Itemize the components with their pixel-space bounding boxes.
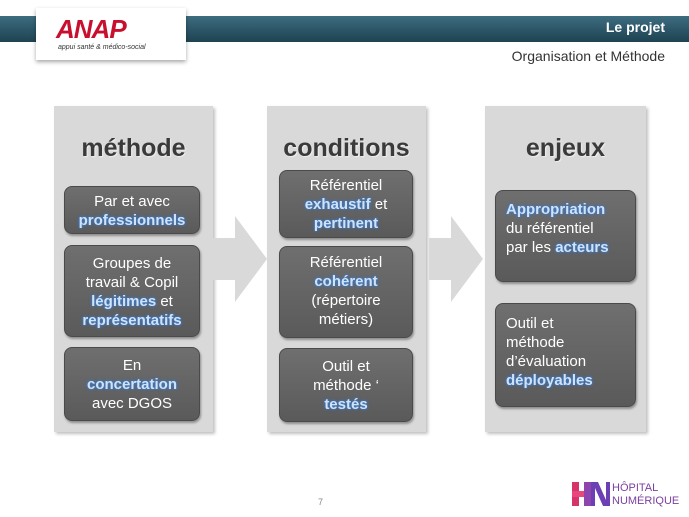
box-highlight: légitimes <box>91 293 157 310</box>
box-line-mixed <box>280 195 412 214</box>
box-line-mixed <box>65 292 199 311</box>
box-line: (répertoire <box>311 292 381 309</box>
anap-logo <box>36 8 186 60</box>
methode-box-2 <box>64 245 200 337</box>
box-line: d’évaluation <box>506 353 587 370</box>
enjeux-panel <box>485 106 646 432</box>
box-text: et <box>370 196 388 213</box>
panel-title-conditions: conditions <box>283 134 410 162</box>
box-line-mixed <box>506 238 635 257</box>
box-highlight: acteurs <box>555 239 609 256</box>
methode-box-3 <box>64 347 200 421</box>
box-line: Référentiel <box>309 177 383 194</box>
methode-panel <box>54 106 213 432</box>
arrow-right-icon <box>429 214 485 304</box>
slide-title: Le projet <box>605 19 665 35</box>
box-highlight: pertinent <box>313 215 379 232</box>
box-line: métiers) <box>318 311 374 328</box>
hn-emblem-icon <box>570 476 610 512</box>
conditions-box-2 <box>279 246 413 338</box>
anap-logo-tagline: appui santé & médico-social <box>58 44 146 51</box>
page-number: 7 <box>318 497 324 507</box>
box-line: Par et avec <box>94 193 170 210</box>
hopital-numerique-logo <box>570 476 680 512</box>
box-line: méthode <box>506 334 565 351</box>
box-line: En <box>122 357 142 374</box>
box-line: Référentiel <box>309 254 383 271</box>
box-text: par les <box>506 239 556 256</box>
box-line: avec DGOS <box>91 395 173 412</box>
box-line: Outil et <box>322 358 370 375</box>
conditions-panel <box>267 106 426 432</box>
box-highlight: déployables <box>506 372 593 389</box>
anap-logo-text: ANAP <box>56 14 126 44</box>
box-highlight: professionnels <box>78 212 186 229</box>
box-highlight: concertation <box>86 376 177 393</box>
hn-logo-line1: HÔPITAL <box>612 482 659 494</box>
box-highlight: représentatifs <box>82 312 182 329</box>
box-line: Groupes de <box>92 255 172 272</box>
conditions-box-3 <box>279 348 413 422</box>
panel-title-methode: méthode <box>81 134 186 162</box>
hn-logo-line2: NUMÉRIQUE <box>612 495 680 507</box>
box-line: travail & Copil <box>85 274 179 291</box>
enjeux-box-2 <box>495 303 636 407</box>
box-highlight: Appropriation <box>506 201 606 218</box>
box-highlight: testés <box>324 396 368 413</box>
conditions-box-1 <box>279 170 413 238</box>
arrow-right-icon <box>213 214 269 304</box>
box-text: et <box>156 293 173 310</box>
methode-box-1 <box>64 186 200 234</box>
box-highlight: cohérent <box>314 273 378 290</box>
panel-title-enjeux: enjeux <box>525 134 606 162</box>
box-highlight: exhaustif <box>304 196 371 213</box>
slide-subtitle: Organisation et Méthode <box>511 48 665 64</box>
enjeux-box-1 <box>495 190 636 282</box>
box-line: Outil et <box>506 315 554 332</box>
box-line: du référentiel <box>506 220 594 237</box>
box-line: méthode ‘ <box>313 377 379 394</box>
